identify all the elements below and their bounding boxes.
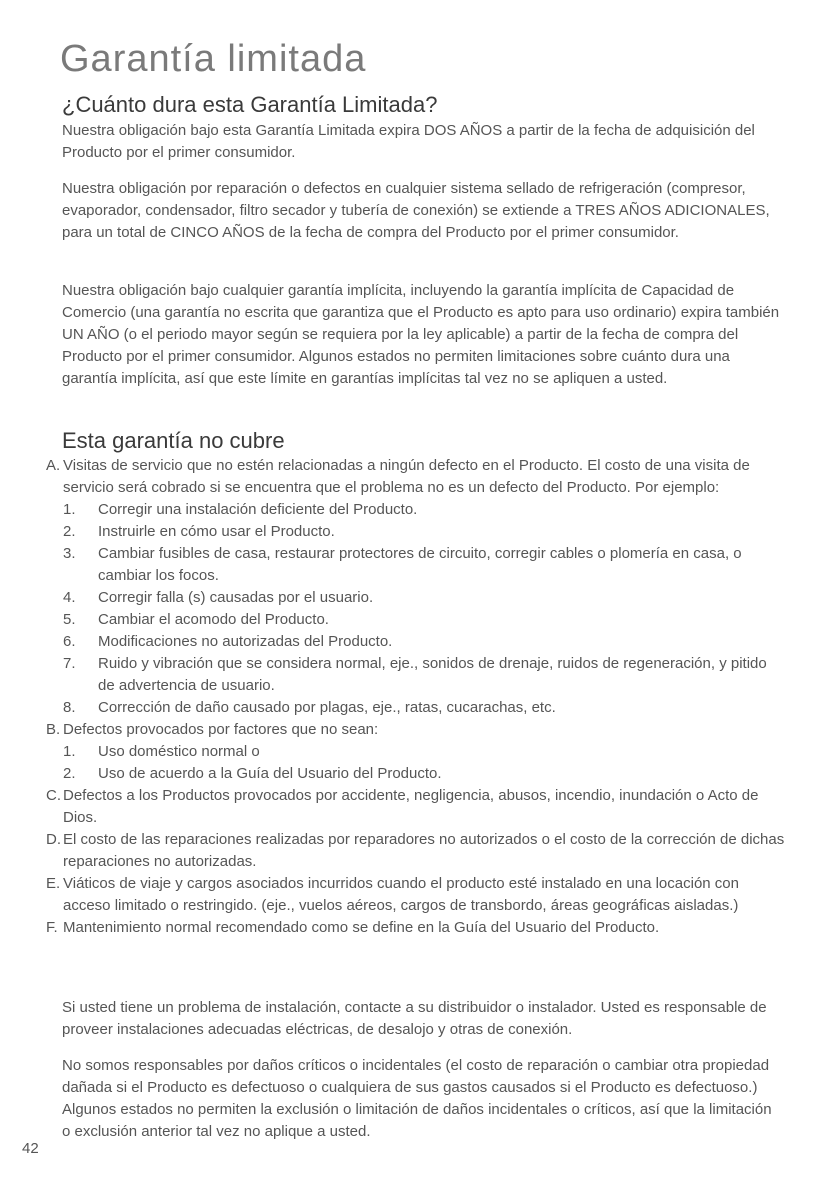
exclusion-item-f — [46, 917, 786, 939]
page-number: 42 — [22, 1140, 39, 1157]
list-marker: A. — [46, 457, 61, 474]
list-marker: F. — [46, 919, 58, 936]
sub-item — [63, 609, 786, 631]
sub-item-text: Corrección de daño causado por plagas, eje., ratas, cucarachas, etc. — [98, 699, 556, 716]
exclusion-item-c — [46, 785, 786, 829]
exclusion-item-b — [46, 719, 786, 741]
paragraph-duration-3: Nuestra obligación bajo cualquier garantía implícita, incluyendo la garantía implícita de Capacidad de Comercio (una garantía no escrita que garantiza que el Producto es apto para uso ordinario) expira también UN AÑO (o el periodo mayor según se requiera por la ley aplicable) a partir de la fecha de compra del Producto por el primer consumidor. Algunos estados no permiten limitaciones sobre cuánto dura una garantía implícita, así que este límite en garantías implícitas tal vez no se apliquen a usted. — [62, 282, 780, 387]
exclusion-text: Viáticos de viaje y cargos asociados incurridos cuando el producto esté instalado en una locación con acceso limitado o restringido. (eje., vuelos aéreos, cargos de transbordo, áreas geográficas aisladas.) — [63, 875, 739, 914]
sub-item — [63, 543, 786, 587]
exclusions-list — [46, 455, 786, 939]
list-marker: B. — [46, 721, 61, 738]
sub-item-text: Ruido y vibración que se considera normal, eje., sonidos de drenaje, ruidos de regeneración, y pitido de advertencia de usuario. — [98, 655, 767, 694]
sub-item-text: Instruirle en cómo usar el Producto. — [98, 523, 335, 540]
exclusion-item-d — [46, 829, 786, 873]
sub-item-text: Corregir una instalación deficiente del Producto. — [98, 501, 418, 518]
page-title: Garantía limitada — [60, 38, 367, 80]
sub-item-text: Cambiar el acomodo del Producto. — [98, 611, 329, 628]
list-marker: 1. — [63, 501, 76, 518]
sub-item — [63, 499, 786, 521]
list-marker: C. — [46, 787, 61, 804]
sub-item — [63, 653, 786, 697]
paragraph-duration-1: Nuestra obligación bajo esta Garantía Limitada expira DOS AÑOS a partir de la fecha de adquisición del Producto por el primer consumidor. — [62, 122, 755, 161]
sub-item — [63, 631, 786, 653]
sub-item-text: Uso doméstico normal o — [98, 743, 260, 760]
list-marker: 1. — [63, 743, 76, 760]
sub-item — [63, 697, 786, 719]
sub-item-text: Corregir falla (s) causadas por el usuario. — [98, 589, 374, 606]
sub-item-text: Cambiar fusibles de casa, restaurar protectores de circuito, corregir cables o plomería en casa, o cambiar los focos. — [98, 545, 742, 584]
section-heading-duration: ¿Cuánto dura esta Garantía Limitada? — [62, 92, 438, 117]
sub-item-text: Modificaciones no autorizadas del Producto. — [98, 633, 393, 650]
exclusion-item-e — [46, 873, 786, 917]
list-marker: 3. — [63, 545, 76, 562]
sub-item — [63, 587, 786, 609]
list-marker: 8. — [63, 699, 76, 716]
sub-item — [63, 741, 786, 763]
list-marker: 4. — [63, 589, 76, 606]
list-marker: E. — [46, 875, 61, 892]
section-heading-exclusions: Esta garantía no cubre — [62, 428, 285, 453]
list-marker: 5. — [63, 611, 76, 628]
exclusion-text: El costo de las reparaciones realizadas por reparadores no autorizados o el costo de la corrección de dichas reparaciones no autorizadas. — [63, 831, 785, 870]
list-marker: 6. — [63, 633, 76, 650]
sub-item-text: Uso de acuerdo a la Guía del Usuario del Producto. — [98, 765, 442, 782]
paragraph-damages: No somos responsables por daños críticos o incidentales (el costo de reparación o cambiar otra propiedad dañada si el Producto es defectuoso o cualquiera de sus gastos causados si el Producto es defectuoso.) Algunos estados no permiten la exclusión o limitación de daños incidentales o críticos, así que la limitación o exclusión anterior tal vez no aplique a usted. — [62, 1057, 772, 1140]
exclusion-text: Defectos provocados por factores que no sean: — [63, 721, 379, 738]
list-marker: 2. — [63, 765, 76, 782]
list-marker: 7. — [63, 655, 76, 672]
sub-item — [63, 763, 786, 785]
exclusion-text: Visitas de servicio que no estén relacionadas a ningún defecto en el Producto. El costo de una visita de servicio será cobrado si se encuentra que el problema no es un defecto del Producto. Por ejemplo: — [63, 457, 750, 496]
list-marker: 2. — [63, 523, 76, 540]
list-marker: D. — [46, 831, 61, 848]
exclusion-text: Mantenimiento normal recomendado como se define en la Guía del Usuario del Producto. — [63, 919, 660, 936]
paragraph-duration-2: Nuestra obligación por reparación o defectos en cualquier sistema sellado de refrigeración (compresor, evaporador, condensador, filtro secador y tubería de conexión) se extiende a TRES AÑOS ADICIONALES, para un total de CINCO AÑOS de la fecha de compra del Producto por el primer consumidor. — [62, 180, 770, 241]
sub-item — [63, 521, 786, 543]
exclusion-item-a — [46, 455, 786, 499]
exclusion-text: Defectos a los Productos provocados por accidente, negligencia, abusos, incendio, inundación o Acto de Dios. — [63, 787, 759, 826]
paragraph-installation: Si usted tiene un problema de instalación, contacte a su distribuidor o instalador. Usted es responsable de proveer instalaciones adecuadas eléctricas, de desalojo y otras de conexión. — [62, 999, 767, 1038]
